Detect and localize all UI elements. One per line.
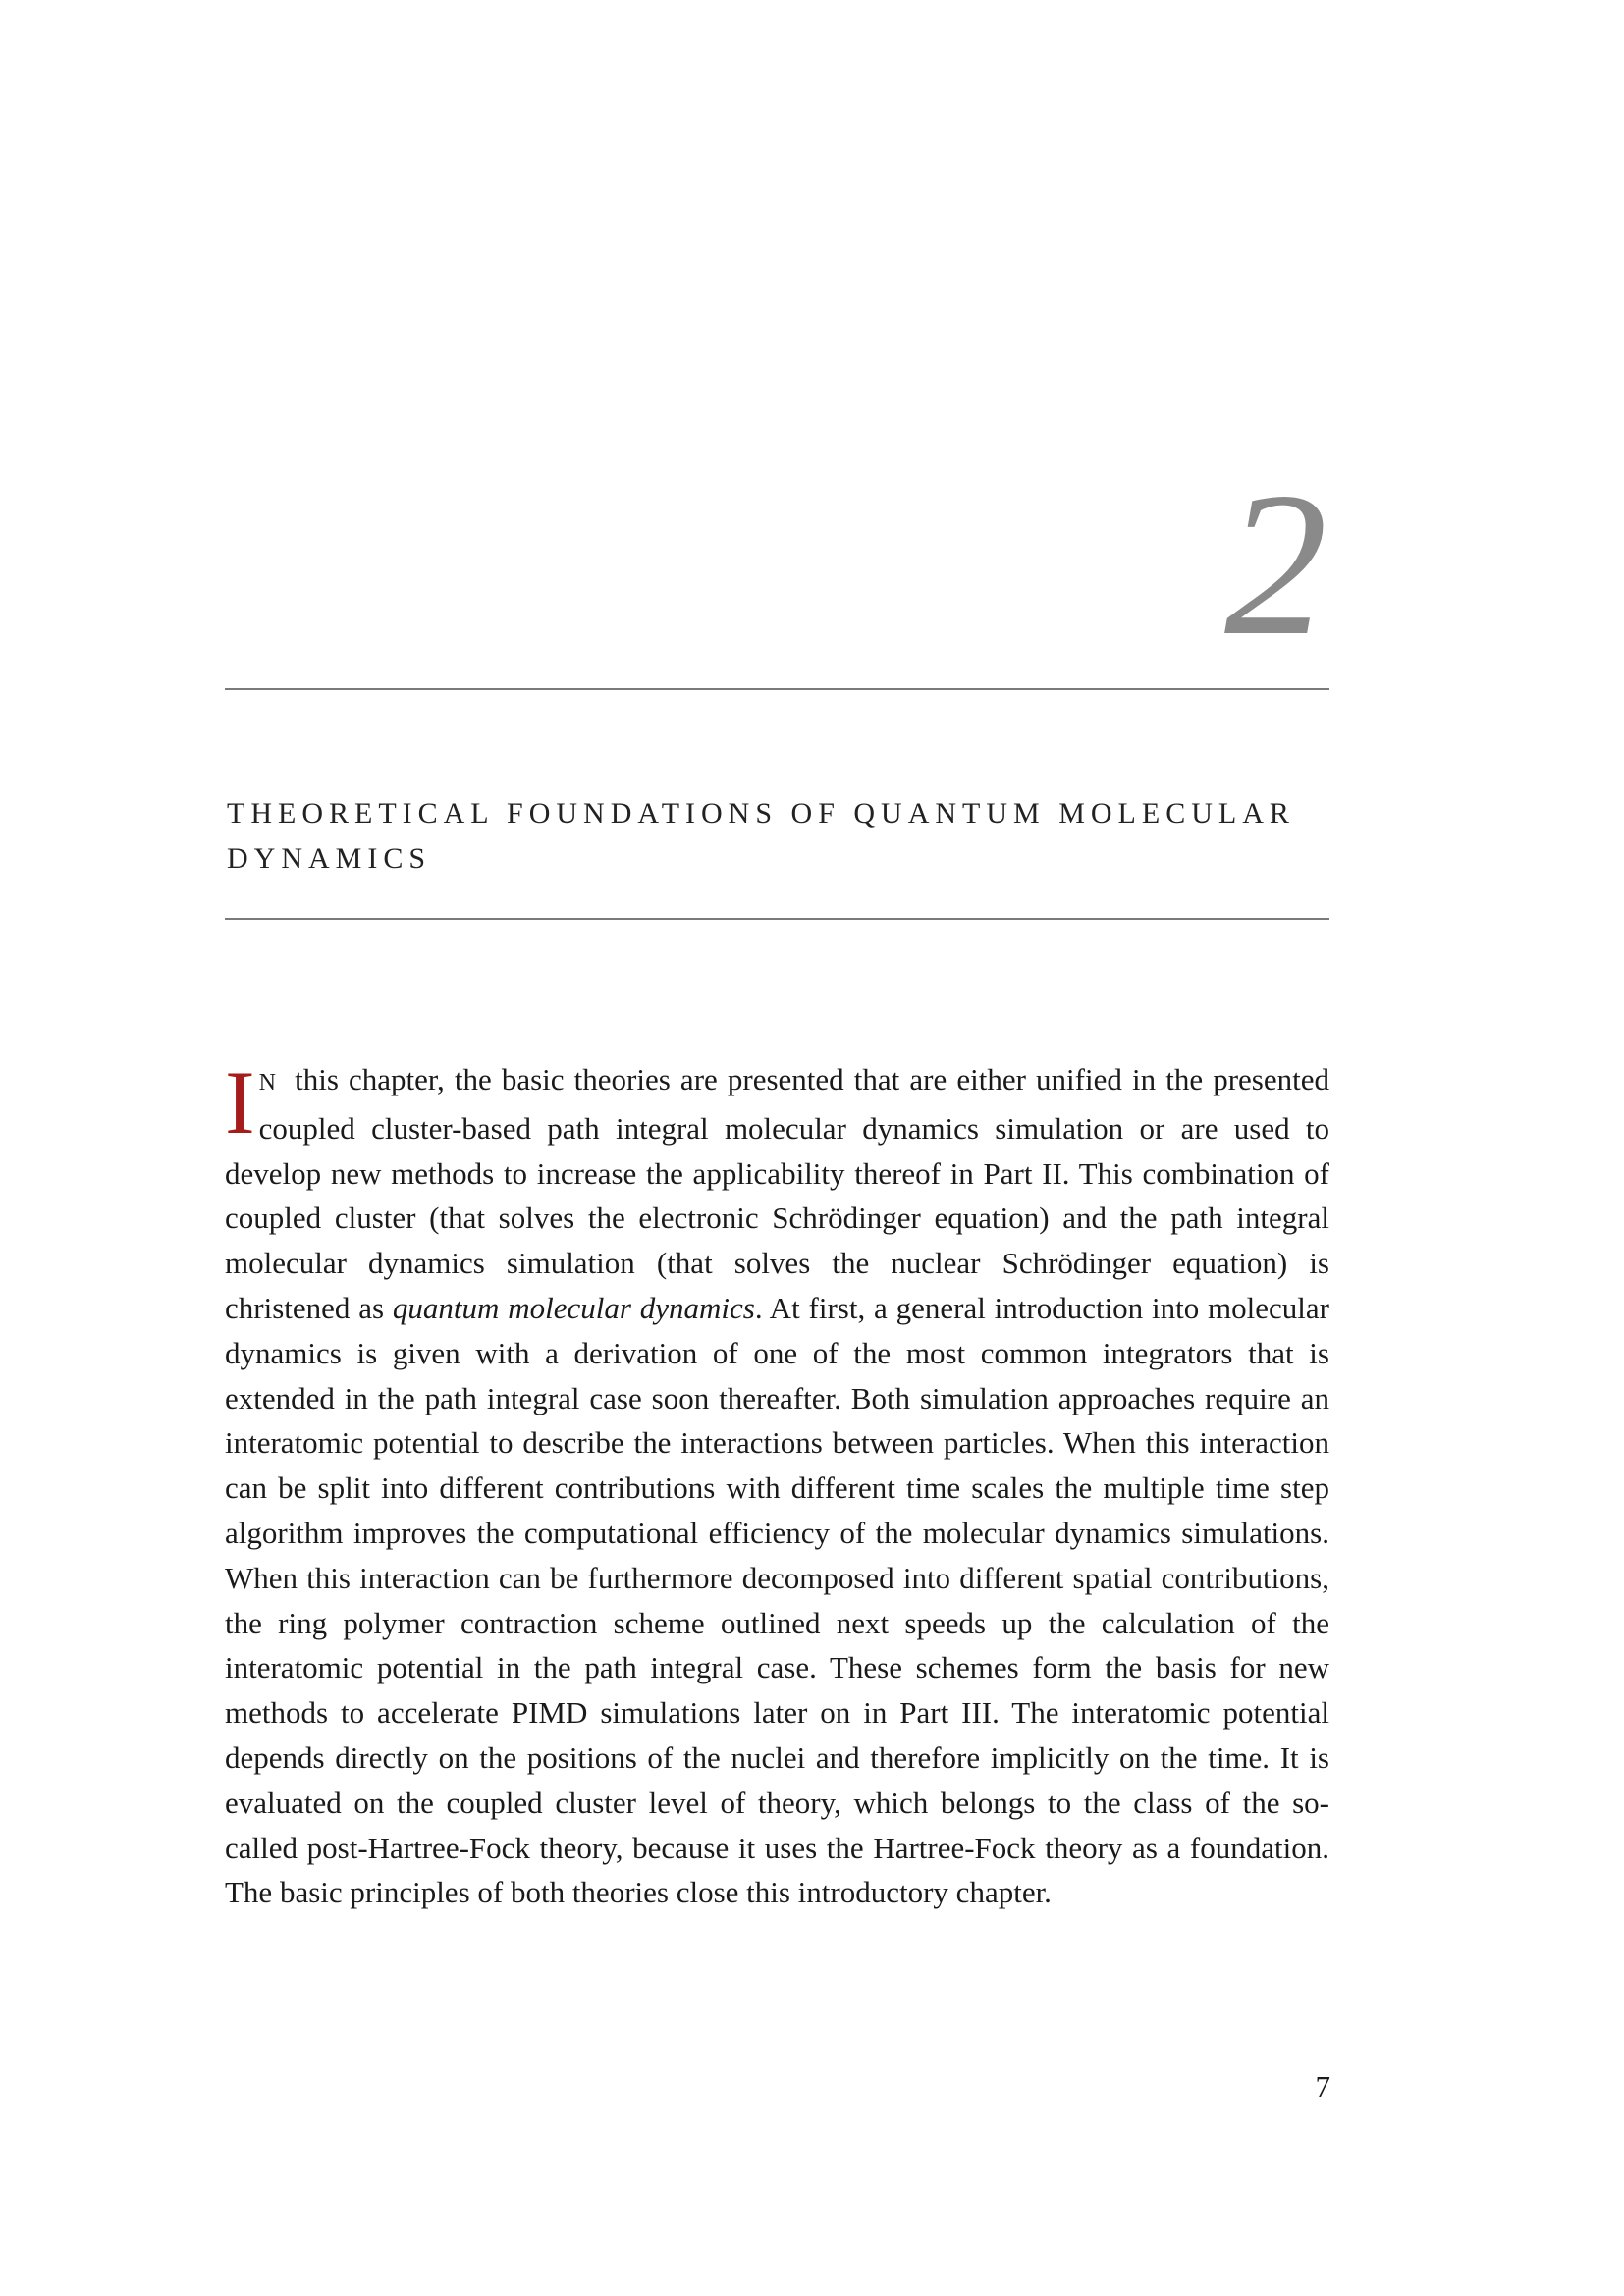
chapter-title: THEORETICAL FOUNDATIONS OF QUANTUM MOLECULAR DYNAMICS xyxy=(227,797,1295,875)
chapter-number: 2 xyxy=(1224,451,1327,678)
emphasis-term: quantum molecular dynamics xyxy=(392,1290,755,1325)
top-rule xyxy=(225,688,1329,690)
paragraph-text-part1: this chapter, the basic theories are presented that are either unified in the presented coupled cluster-based path integral molecular dynamics simulation or are used to develop new methods to increase the applicability thereof in Part II. This combination of coupled cluster (that solves the electronic Schrödinger equation) and the path integral molecular dynamics simulation (that solves the nuclear Schrödinger equation) is christened as xyxy=(225,1062,1330,1325)
paragraph-text-part2: . At first, a general introduction into molecular dynamics is given with a derivation of one of the most common integrators that is extended in the path integral case soon thereafter. Both simulation approaches require an interatomic potential to describe the interactions between particles. When this interaction can be split into different contributions with different time scales the multiple time step algorithm improves the computational efficiency of the molecular dynamics simulations. When this interaction can be furthermore decomposed into different spatial contributions, the ring polymer contraction scheme outlined next speeds up the calculation of the interatomic potential in the path integral case. These schemes form the basis for new methods to accelerate PIMD simulations later on in Part III. The interatomic potential depends directly on the positions of the nuclei and therefore implicitly on the time. It is evaluated on the coupled cluster level of theory, which belongs to the class of the so-called post-Hartree-Fock theory, because it uses the Hartree-Fock theory as a foundation. The basic principles of both theories close this introductory chapter. xyxy=(225,1290,1329,1910)
bottom-rule xyxy=(225,918,1329,920)
small-caps-continuation: N xyxy=(258,1070,277,1095)
page-number: 7 xyxy=(1315,2069,1330,2104)
drop-cap: I xyxy=(225,1052,255,1152)
intro-paragraph xyxy=(225,1052,1330,1915)
